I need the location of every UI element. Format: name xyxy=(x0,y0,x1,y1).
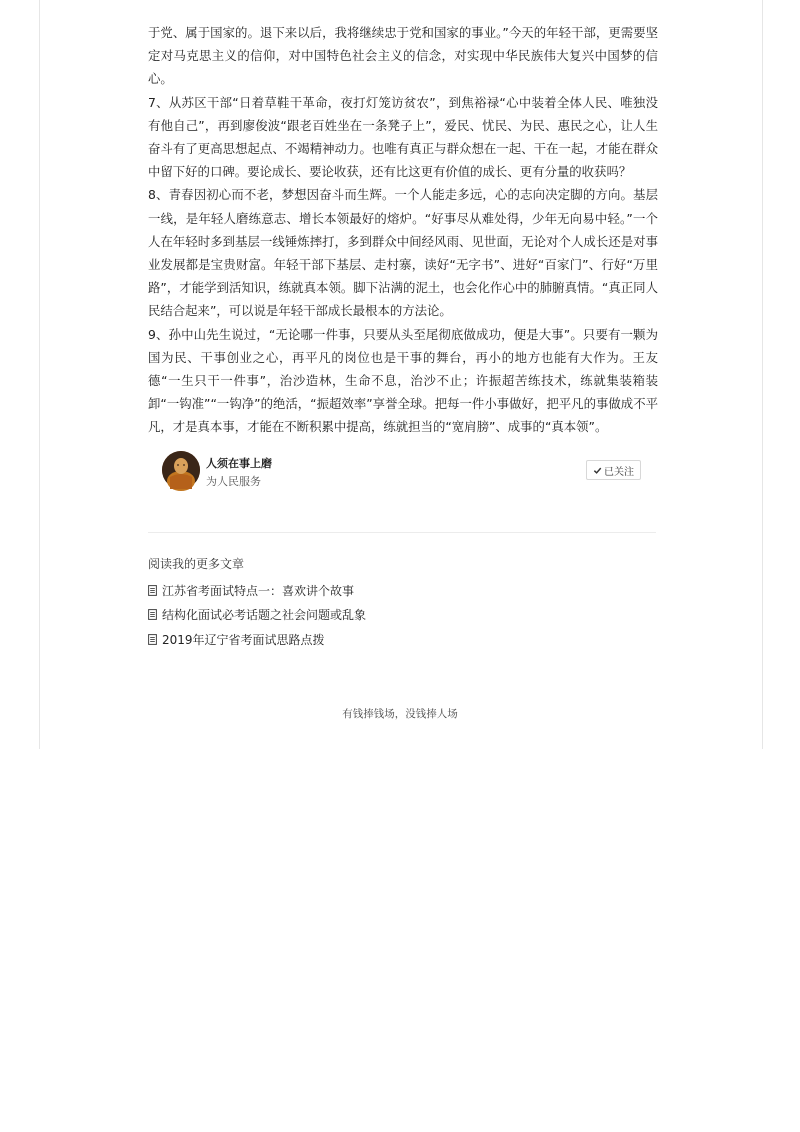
more-article-title: 2019年辽宁省考面试思路点拨 xyxy=(162,632,325,647)
more-article-item[interactable] xyxy=(148,578,366,603)
monk-portrait-icon xyxy=(162,451,200,489)
article-body xyxy=(148,25,658,435)
section-divider xyxy=(148,532,656,533)
document-icon xyxy=(148,609,157,620)
document-icon xyxy=(148,634,157,645)
follow-button-label: 已关注 xyxy=(604,466,634,478)
more-article-title: 江苏省考面试特点一：喜欢讲个故事 xyxy=(162,583,355,598)
more-articles-list xyxy=(148,578,366,652)
footer-slogan: 有钱捧钱场，没钱捧人场 xyxy=(342,708,458,720)
more-articles-heading: 阅读我的更多文章 xyxy=(148,557,245,571)
article-paragraph-8: 8、青春因初心而不老，梦想因奋斗而生辉。一个人能走多远，心的志向决定脚的方向。基层一线，是年轻人磨练意志、增长本领最好的熔炉。“好事尽从难处得，少年无向易中轻。”一个人在年轻时多到基层一线锤炼摔打，多到群众中间经风雨、见世面，无论对个人成长还是对事业发展都是宝贵财富。年轻干部下基层、走村寨，读好“无字书”、进好“百家门”、行好“万里路”，才能学到活知识，练就真本领。脚下沾满的泥土，也会化作心中的肺腑真情。“真正同人民结合起来”，可以说是年轻干部成长最根本的方法论。 xyxy=(148,187,658,319)
author-card xyxy=(162,451,642,491)
more-article-item[interactable] xyxy=(148,627,366,652)
follow-button[interactable] xyxy=(586,460,641,480)
article-paragraph-7: 7、从苏区干部“日着草鞋干革命，夜打灯笼访贫农”，到焦裕禄“心中装着全体人民、唯独没有他自己”，再到廖俊波“跟老百姓坐在一条凳子上”，爱民、忧民、为民、惠民之心，让人生奋斗有了更高思想起点、不竭精神动力。也唯有真正与群众想在一起、干在一起，才能在群众中留下好的口碑。要论成长、要论收获，还有比这更有价值的成长、更有分量的收获吗？ xyxy=(148,94,658,180)
author-avatar[interactable] xyxy=(162,451,200,489)
article-paragraph-continuation: 于党、属于国家的。退下来以后，我将继续忠于党和国家的事业。”今天的年轻干部，更需要坚定对马克思主义的信仰，对中国特色社会主义的信念，对实现中华民族伟大复兴中国梦的信心。 xyxy=(148,25,658,87)
more-article-item[interactable] xyxy=(148,603,366,628)
document-icon xyxy=(148,585,157,596)
more-article-title: 结构化面试必考话题之社会问题或乱象 xyxy=(162,608,367,623)
author-tagline: 为人民服务 xyxy=(206,475,261,488)
article-paragraph-9: 9、孙中山先生说过，“无论哪一件事，只要从头至尾彻底做成功，便是大事”。只要有一颗为国为民、干事创业之心，再平凡的岗位也是干事的舞台，再小的地方也能有大作为。王友德“一生只干一件事”，治沙造林，生命不息，治沙不止；许振超苦练技术，练就集装箱装卸“一钩准”“一钩净”的绝活，“振超效率”享誉全球。把每一件小事做好，把平凡的事做成不平凡，才是真本事，才能在不断积累中提高，练就担当的“宽肩膀”、成事的“真本领”。 xyxy=(148,326,658,435)
check-icon xyxy=(593,466,602,475)
author-name[interactable]: 人须在事上磨 xyxy=(206,457,272,470)
